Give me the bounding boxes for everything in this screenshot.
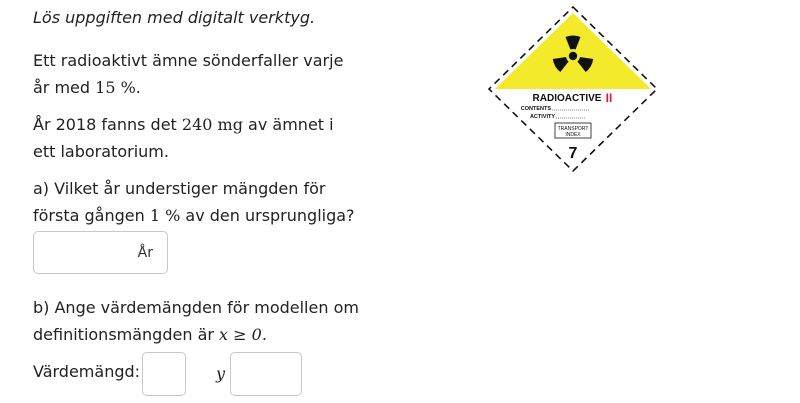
answer-a-input[interactable] — [38, 236, 137, 271]
label-index: INDEX — [565, 132, 581, 138]
initial-amount: 240 mg — [181, 115, 243, 134]
instruction-text: Lös uppgiften med digitalt verktyg. — [33, 8, 316, 27]
intro-text-2: . — [135, 78, 141, 97]
question-a-text-1: a) Vilket år understiger mängden för första gången — [33, 179, 326, 225]
range-upper-field[interactable] — [230, 352, 302, 396]
question-b-text-1: b) Ange värdemängden för modellen om definitionsmängden är — [33, 298, 359, 344]
question-a-text-2: av den ursprungliga? — [180, 206, 355, 225]
label-activity: ACTIVITY — [529, 114, 555, 120]
label-category: II — [605, 91, 613, 105]
intro-paragraph — [33, 47, 353, 101]
label-class-number: 7 — [568, 145, 578, 162]
intro-text-1: Ett radioaktivt ämne sönderfaller varje år med — [33, 51, 344, 97]
year-info-paragraph — [33, 111, 353, 165]
decay-rate: 15 % — [95, 78, 136, 97]
question-b — [33, 294, 363, 348]
question-b-text-2: . — [261, 325, 267, 344]
year-info-text-2: av ämnet i ett laboratorium. — [33, 115, 334, 161]
label-transport: TRANSPORT — [557, 126, 589, 132]
range-upper-input[interactable] — [231, 353, 301, 395]
range-label: Värdemängd: — [33, 362, 141, 381]
range-lower-field[interactable] — [142, 352, 186, 396]
label-contents: CONTENTS — [520, 106, 551, 112]
label-title: RADIOACTIVE — [532, 93, 602, 104]
threshold-percent: 1 % — [149, 206, 181, 225]
range-lower-input[interactable] — [143, 353, 185, 395]
radioactive-hazard-label — [485, 3, 661, 175]
answer-a-field[interactable] — [33, 231, 168, 274]
range-variable-y: y — [216, 364, 226, 383]
question-a — [33, 175, 363, 229]
domain-condition: x ≥ 0 — [219, 325, 262, 344]
year-info-text-1: År 2018 fanns det — [33, 115, 182, 134]
answer-a-unit: År — [137, 245, 153, 261]
